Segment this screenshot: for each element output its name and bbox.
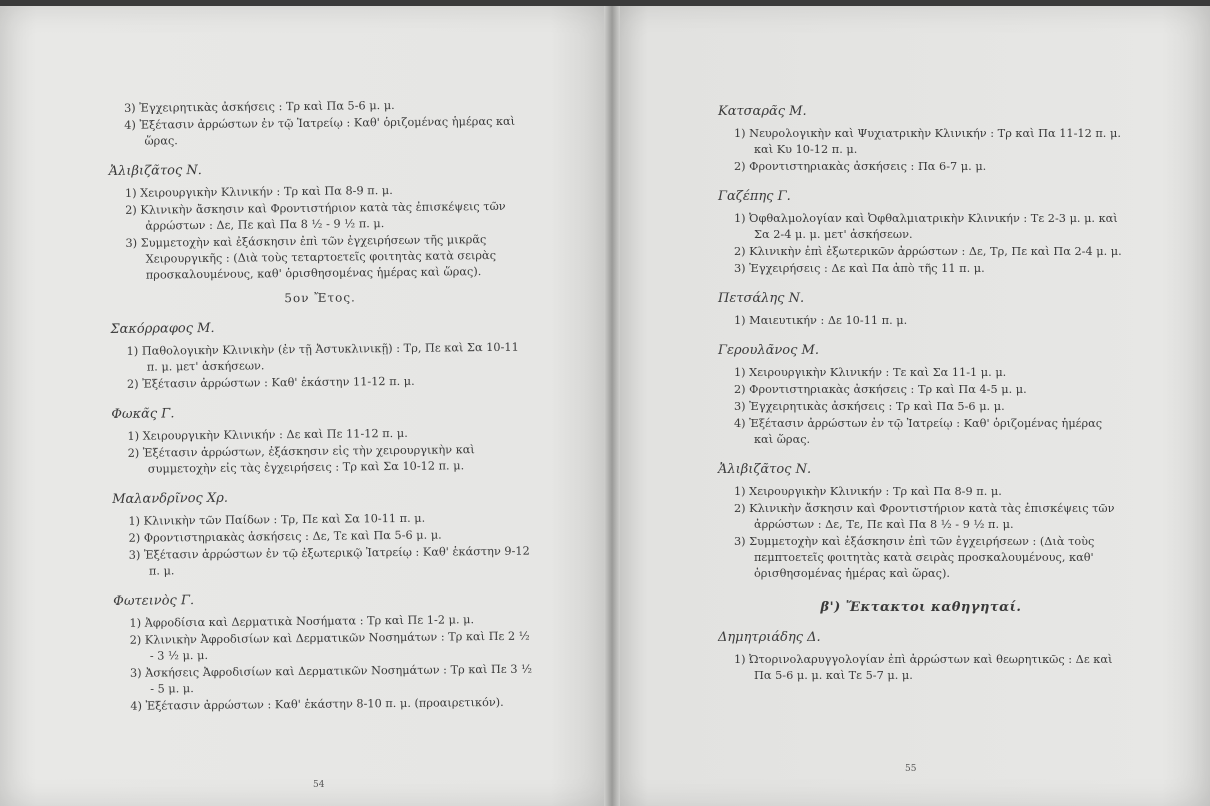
list-item: 1) Χειρουργικὴν Κλινικήν : Τε καὶ Σα 11-1 μ. μ.: [734, 366, 1007, 379]
list-item: 2) Κλινικὴν Ἀφροδισίων καὶ Δερματικῶν Νοσημάτων : Τρ καὶ Πε 2 ½ - 3 ½ μ. μ.: [129, 629, 530, 663]
list-item: 2) Ἐξέτασιν ἀρρώστων, ἐξάσκησιν εἰς τὴν χειρουργικὴν καὶ συμμετοχὴν εἰς τὰς ἐγχειρήσεις : Τρ καὶ Σα 10-12 π. μ.: [127, 443, 475, 476]
professor-heading: Κατσαρᾶς Μ.: [718, 104, 807, 119]
professor-heading: Πετσάλης Ν.: [718, 291, 805, 306]
list-item: 1) Χειρουργικὴν Κλινικήν : Τρ καὶ Πα 8-9 π. μ.: [124, 184, 393, 200]
left-page-text: [108, 96, 534, 716]
list-item: 1) Ὠτορινολαρυγγολογίαν ἐπὶ ἀρρώστων καὶ θεωρητικῶς : Δε καὶ Πα 5-6 μ. μ. καὶ Τε 5-7 μ. μ.: [734, 653, 1113, 682]
professor-heading: Ἀλιβιζᾶτος Ν.: [718, 462, 812, 477]
list-item: 4) Ἐξέτασιν ἀρρώστων ἐν τῷ Ἰατρείῳ : Καθ' ὁριζομένας ἡμέρας καὶ ὥρας.: [734, 417, 1103, 446]
list-item: 2) Κλινικὴν ἄσκησιν καὶ Φροντιστήριον κατὰ τὰς ἐπισκέψεις τῶν ἀρρώστων : Δε, Τε, Πε καὶ Πα 8 ½ - 9 ½ π. μ.: [734, 502, 1115, 531]
professor-heading: Γαζέπης Γ.: [718, 189, 791, 204]
list-item: 2) Φροντιστηριακὰς ἀσκήσεις : Πα 6-7 μ. μ.: [734, 160, 987, 173]
professor-heading: Μαλανδρῖνος Χρ.: [112, 490, 229, 507]
subsection-heading: β') Ἔκτακτοι καθηγηταί.: [820, 600, 1022, 615]
list-item: 3) Ἀσκήσεις Ἀφροδισίων καὶ Δερματικῶν Νοσημάτων : Τρ καὶ Πε 3 ½ - 5 μ. μ.: [129, 662, 533, 696]
professor-heading: Δημητριάδης Δ.: [718, 630, 821, 645]
list-item: 2) Φροντιστηριακὰς ἀσκήσεις : Τρ καὶ Πα 4-5 μ. μ.: [734, 383, 1027, 396]
year-heading: 5ον Ἔτος.: [284, 290, 356, 306]
list-item: 2) Φροντιστηριακὰς ἀσκήσεις : Δε, Τε καὶ Πα 5-6 μ. μ.: [128, 528, 442, 545]
professor-heading: Γερουλᾶνος Μ.: [718, 343, 819, 358]
page-number: 54: [313, 780, 325, 790]
list-item: 3) Συμμετοχὴν καὶ ἐξάσκησιν ἐπὶ τῶν ἐγχειρήσεων τῆς μικρᾶς Χειρουργικῆς : (Διὰ τοὺς τεταρτοετεῖς φοιτητὰς κατὰ σειρὰς προσκαλουμένους, καθ' ὁρισθησομένας ἡμέρας καὶ ὥρας).: [125, 233, 497, 282]
list-item: 3) Ἐξέτασιν ἀρρώστων ἐν τῷ ἐξωτερικῷ Ἰατρείῳ : Καθ' ἑκάστην 9-12 π. μ.: [128, 544, 530, 578]
list-item: 1) Νευρολογικὴν καὶ Ψυχιατρικὴν Κλινικήν : Τρ καὶ Πα 11-12 π. μ. καὶ Κυ 10-12 π. μ.: [734, 127, 1121, 156]
list-item: 3) Συμμετοχὴν καὶ ἐξάσκησιν ἐπὶ τῶν ἐγχειρήσεων : (Διὰ τοὺς πεμπτοετεῖς φοιτητὰς κατὰ σειρὰς προσκαλουμένους, καθ' ὁρισθησομένας ἡμέρας καὶ ὥρας).: [734, 535, 1095, 580]
list-item: 3) Ἐγχειρητικὰς ἀσκήσεις : Τρ καὶ Πα 5-6 μ. μ.: [124, 98, 395, 115]
page-number: 55: [905, 764, 917, 774]
intro-list: [108, 97, 528, 150]
list-item: 4) Ἐξέτασιν ἀρρώστων : Καθ' ἑκάστην 8-10 π. μ. (προαιρετικόν).: [130, 695, 504, 713]
professor-heading: Ἀλιβιζᾶτος Ν.: [108, 163, 202, 179]
list-item: 3) Ἐγχειρήσεις : Δε καὶ Πα ἀπὸ τῆς 11 π. μ.: [734, 262, 985, 275]
professor-heading: Σακόρραφος Μ.: [110, 320, 215, 337]
list-item: 1) Χειρουργικὴν Κλινικήν : Δε καὶ Πε 11-12 π. μ.: [127, 426, 408, 443]
list-item: 4) Ἐξέτασιν ἀρρώστων ἐν τῷ Ἰατρείῳ : Καθ' ὁριζομένας ἡμέρας καὶ ὥρας.: [124, 114, 516, 148]
list-item: 2) Κλινικὴν ἐπὶ ἐξωτερικῶν ἀρρώστων : Δε, Τρ, Πε καὶ Πα 2-4 μ. μ.: [734, 245, 1122, 258]
list-item: 1) Ὀφθαλμολογίαν καὶ Ὀφθαλμιατρικὴν Κλινικήν : Τε 2-3 μ. μ. καὶ Σα 2-4 μ. μ. μετ' ἀσκήσεων.: [734, 212, 1118, 241]
list-item: 3) Ἐγχειρητικὰς ἀσκήσεις : Τρ καὶ Πα 5-6 μ. μ.: [734, 400, 1005, 413]
list-item: 2) Κλινικὴν ἄσκησιν καὶ Φροντιστήριον κατὰ τὰς ἐπισκέψεις τῶν ἀρρώστων : Δε, Πε καὶ Πα 8 ½ - 9 ½ π. μ.: [125, 199, 506, 233]
right-page-text: [718, 104, 1124, 685]
book-spine: [604, 6, 620, 806]
list-item: 1) Παθολογικὴν Κλινικὴν (ἐν τῇ Ἀστυκλινικῇ) : Τρ, Πε καὶ Σα 10-11 π. μ. μετ' ἀσκήσεων.: [126, 340, 519, 374]
professor-heading: Φωτεινὸς Γ.: [113, 593, 195, 609]
list-item: 1) Κλινικὴν τῶν Παίδων : Τρ, Πε καὶ Σα 10-11 π. μ.: [128, 511, 426, 528]
list-item: 2) Ἐξέτασιν ἀρρώστων : Καθ' ἑκάστην 11-12 π. μ.: [126, 374, 415, 391]
professor-heading: Φωκᾶς Γ.: [111, 406, 175, 422]
list-item: 1) Μαιευτικήν : Δε 10-11 π. μ.: [734, 314, 908, 327]
list-item: 1) Ἀφροδίσια καὶ Δερματικὰ Νοσήματα : Τρ καὶ Πε 1-2 μ. μ.: [129, 613, 475, 630]
list-item: 1) Χειρουργικὴν Κλινικήν : Τρ καὶ Πα 8-9 π. μ.: [734, 485, 1002, 498]
